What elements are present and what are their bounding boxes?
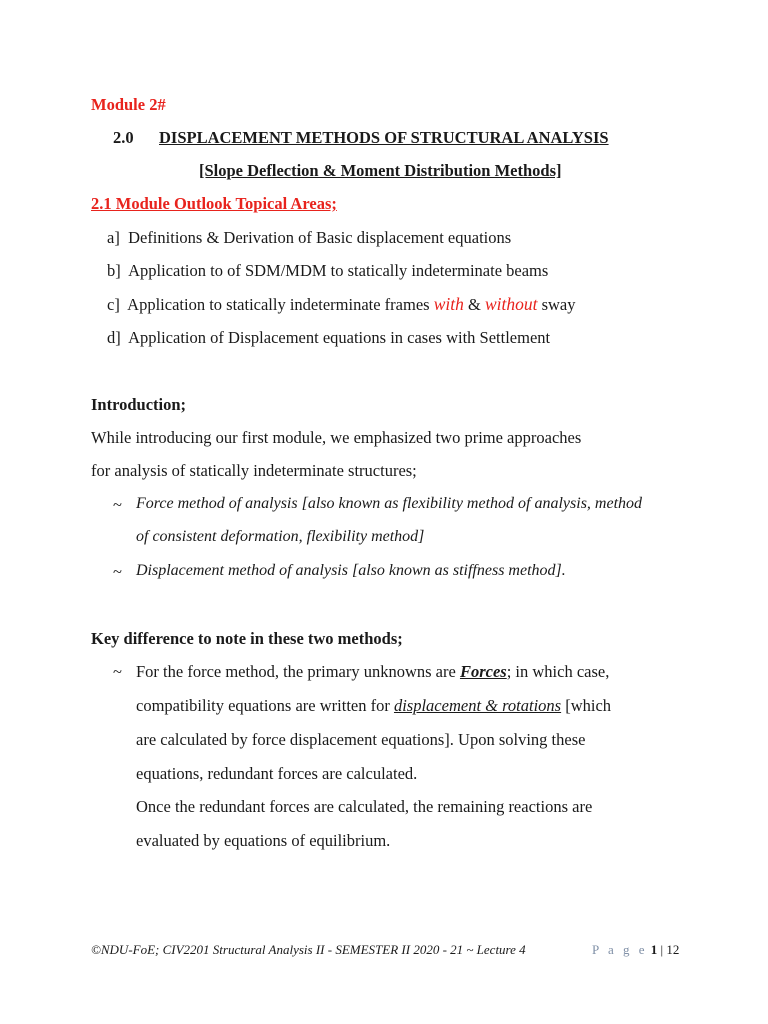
key-diff-text: Once the redundant forces are calculated, the remaining reactions are	[136, 797, 593, 816]
without-emphasis: without	[484, 294, 538, 314]
intro-paragraph-line: While introducing our first module, we emphasized two prime approaches	[91, 428, 582, 447]
bullet-text: Displacement method of analysis [also known as stiffness method].	[136, 562, 566, 579]
outlook-heading: 2.1 Module Outlook Topical Areas;	[91, 194, 337, 213]
forces-emphasis: Forces	[459, 662, 507, 681]
section-subtitle: [Slope Deflection & Moment Distribution Methods]	[199, 161, 562, 180]
bullet-text: of consistent deformation, flexibility method]	[136, 528, 425, 545]
section-title: DISPLACEMENT METHODS OF STRUCTURAL ANALYSIS	[159, 128, 609, 147]
intro-heading: Introduction;	[91, 395, 187, 414]
total-pages: 12	[666, 942, 680, 957]
outlook-item-text: Application to statically indeterminate frames	[127, 295, 434, 314]
outlook-item-label: d]	[107, 328, 121, 347]
outlook-item	[107, 328, 550, 348]
outlook-item-label: a]	[107, 228, 120, 247]
page-number: 1	[650, 942, 658, 957]
outlook-item-text: Definitions & Derivation of Basic displacement equations	[128, 228, 512, 247]
key-diff-text: For the force method, the primary unknowns are Forces; in which case,	[136, 662, 610, 681]
key-diff-text: compatibility equations are written for displacement & rotations [which	[136, 696, 612, 715]
outlook-item	[107, 294, 576, 315]
page-separator: |	[660, 942, 664, 957]
module-heading: Module 2#	[91, 95, 166, 114]
outlook-item-text: Application to of SDM/MDM to statically indeterminate beams	[128, 261, 549, 280]
outlook-item-label: c]	[107, 295, 120, 314]
intro-paragraph-line: for analysis of statically indeterminate structures;	[91, 461, 417, 480]
page-label: P a g e	[592, 942, 648, 957]
displacement-rotations-emphasis: displacement & rotations	[393, 696, 562, 715]
outlook-item	[107, 228, 511, 248]
ampersand: &	[463, 295, 485, 314]
outlook-item-text-end: sway	[537, 295, 576, 314]
key-diff-text: evaluated by equations of equilibrium.	[136, 831, 391, 850]
outlook-item-label: b]	[107, 261, 121, 280]
footer-citation: ©NDU-FoE; CIV2201 Structural Analysis II - SEMESTER II 2020 - 21 ~ Lecture 4	[91, 942, 526, 957]
outlook-item-text: Application of Displacement equations in cases with Settlement	[128, 328, 551, 347]
bullet-tilde: ~	[113, 662, 122, 681]
bullet-tilde: ~	[113, 495, 122, 514]
key-diff-text: equations, redundant forces are calculated.	[136, 764, 418, 783]
bullet-tilde: ~	[113, 562, 122, 581]
footer-page	[592, 942, 679, 958]
section-number: 2.0	[113, 128, 134, 147]
key-diff-text: are calculated by force displacement equations]. Upon solving these	[136, 730, 586, 749]
bullet-text: Force method of analysis [also known as flexibility method of analysis, method	[136, 495, 643, 512]
key-diff-heading: Key difference to note in these two methods;	[91, 629, 403, 648]
with-emphasis: with	[433, 294, 464, 314]
outlook-item	[107, 261, 548, 281]
